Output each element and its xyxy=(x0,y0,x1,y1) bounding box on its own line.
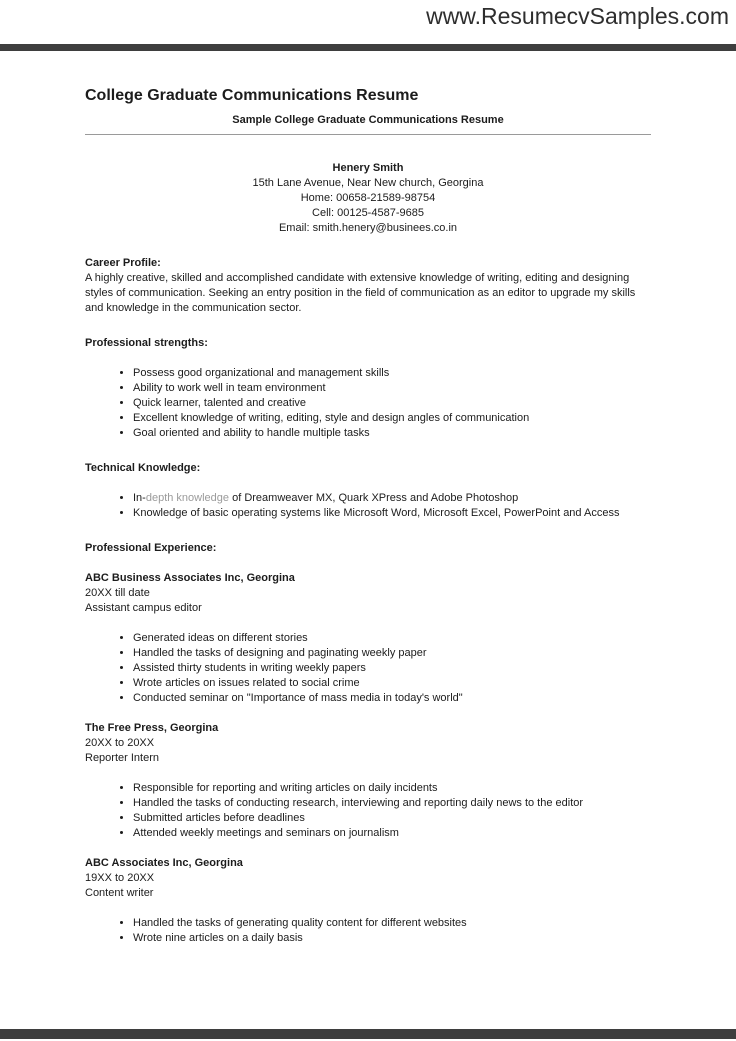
technical-knowledge-list xyxy=(85,491,651,521)
strengths-list xyxy=(85,366,651,441)
job-dates: 20XX till date xyxy=(85,587,150,599)
list-item: • Goal oriented and ability to handle multiple tasks xyxy=(133,426,651,441)
job-dates: 19XX to 20XX xyxy=(85,872,155,884)
job-company: ABC Associates Inc, Georgina xyxy=(85,857,243,869)
list-item: • Handled the tasks of designing and paginating weekly paper xyxy=(133,646,651,661)
contact-name: Henery Smith xyxy=(332,162,404,174)
contact-home-phone: Home: 00658-21589-98754 xyxy=(300,192,436,204)
list-item: • Ability to work well in team environment xyxy=(133,381,651,396)
divider-line xyxy=(85,134,651,135)
list-item: • Handled the tasks of conducting research, interviewing and reporting daily news to the editor xyxy=(133,796,651,811)
list-item: • Wrote nine articles on a daily basis xyxy=(133,931,651,946)
contact-cell-phone: Cell: 00125-4587-9685 xyxy=(312,207,424,219)
professional-strengths-heading: Professional strengths: xyxy=(85,337,208,349)
list-item: • Wrote articles on issues related to social crime xyxy=(133,676,651,691)
job-company: ABC Business Associates Inc, Georgina xyxy=(85,572,295,584)
bullet-text-rest: of Dreamweaver MX, Quark XPress and Adobe Photoshop xyxy=(229,492,519,504)
list-item: • Responsible for reporting and writing articles on daily incidents xyxy=(133,781,651,796)
list-item: • Excellent knowledge of writing, editing, style and design angles of communication xyxy=(133,411,651,426)
list-item: • Knowledge of basic operating systems like Microsoft Word, Microsoft Excel, PowerPoint and Access xyxy=(133,506,651,521)
page-title: College Graduate Communications Resume xyxy=(85,87,419,104)
job-entry xyxy=(85,721,651,841)
bottom-divider-bar xyxy=(0,1029,736,1039)
list-item: • Conducted seminar on "Importance of mass media in today's world" xyxy=(133,691,651,706)
job-role: Assistant campus editor xyxy=(85,602,202,614)
top-divider-bar xyxy=(0,44,736,51)
contact-block xyxy=(85,161,651,236)
job-duties-list xyxy=(85,631,651,706)
contact-email: Email: smith.henery@businees.co.in xyxy=(278,222,458,234)
resume-page xyxy=(85,88,651,946)
career-profile-text: A highly creative, skilled and accomplished candidate with extensive knowledge of writing, editing and designing styles of communication. Seeking an entry position in the field of communication as an editor to upgrade my skills and knowledge in the communication sector. xyxy=(85,272,636,314)
bullet-text-prefix: In- xyxy=(133,492,146,504)
list-item: • Possess good organizational and management skills xyxy=(133,366,651,381)
job-role: Reporter Intern xyxy=(85,752,159,764)
list-item: • Generated ideas on different stories xyxy=(133,631,651,646)
list-item: • Attended weekly meetings and seminars on journalism xyxy=(133,826,651,841)
job-duties-list xyxy=(85,916,651,946)
job-dates: 20XX to 20XX xyxy=(85,737,155,749)
contact-address: 15th Lane Avenue, Near New church, Georgina xyxy=(252,177,484,189)
job-duties-list xyxy=(85,781,651,841)
list-item: • Handled the tasks of generating quality content for different websites xyxy=(133,916,651,931)
job-entry xyxy=(85,856,651,946)
professional-experience-heading: Professional Experience: xyxy=(85,542,217,554)
bullet-text-muted: depth knowledge xyxy=(145,492,230,504)
list-item: • Assisted thirty students in writing weekly papers xyxy=(133,661,651,676)
job-role: Content writer xyxy=(85,887,154,899)
site-url: www.ResumecvSamples.com xyxy=(426,3,729,29)
list-item xyxy=(133,491,651,506)
list-item: • Submitted articles before deadlines xyxy=(133,811,651,826)
page-subtitle: Sample College Graduate Communications Resume xyxy=(232,114,504,126)
job-company: The Free Press, Georgina xyxy=(85,722,219,734)
technical-knowledge-heading: Technical Knowledge: xyxy=(85,462,201,474)
job-entry xyxy=(85,571,651,706)
career-profile-heading: Career Profile: xyxy=(85,257,161,269)
list-item: • Quick learner, talented and creative xyxy=(133,396,651,411)
